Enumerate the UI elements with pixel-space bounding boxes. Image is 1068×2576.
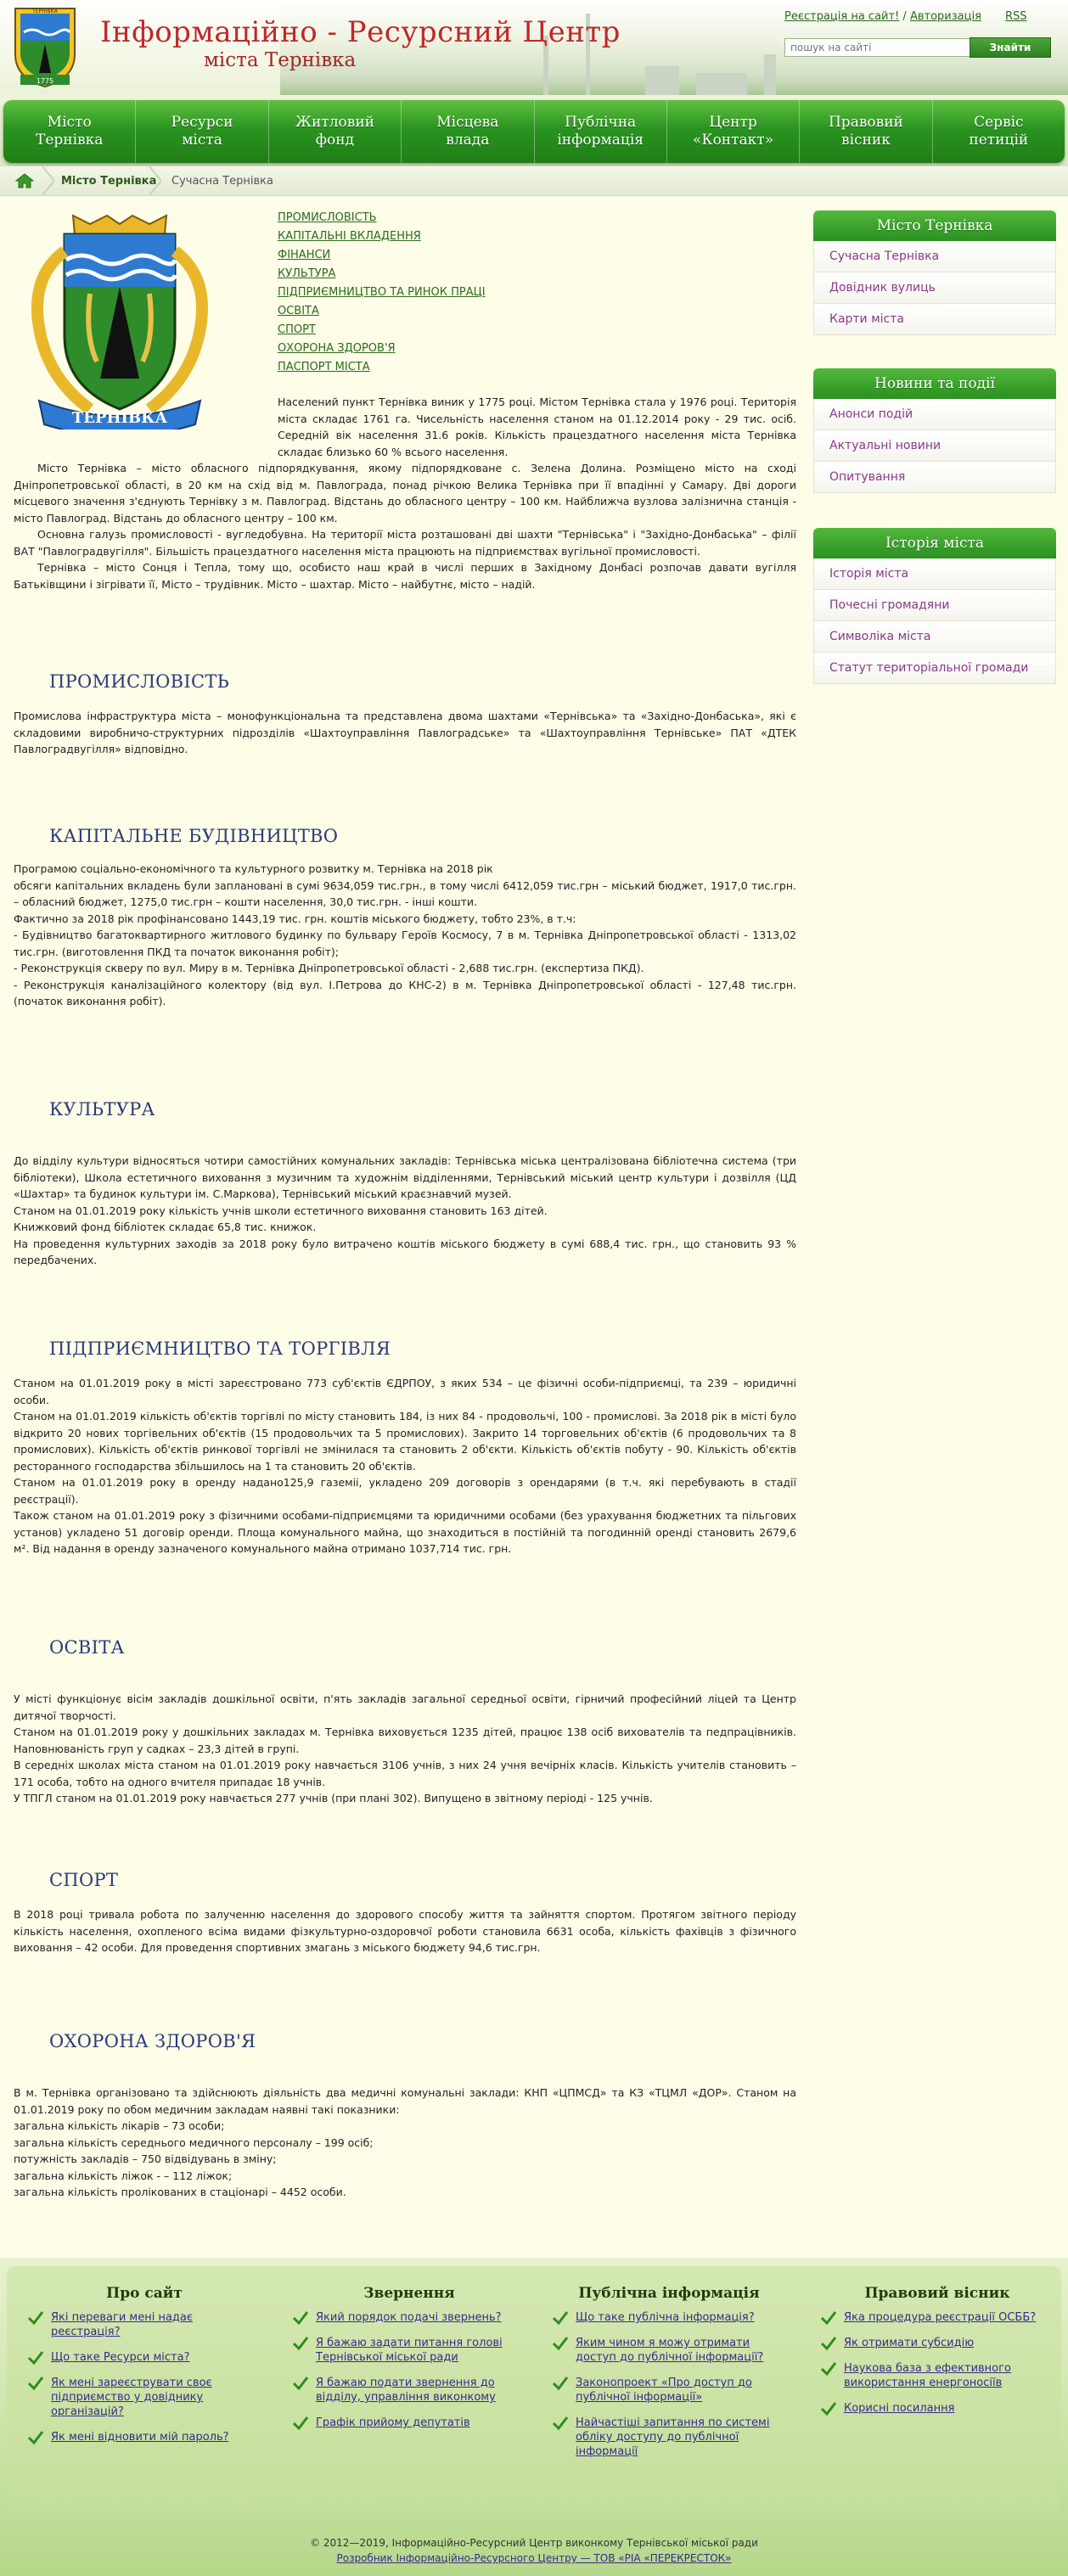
checkmark-icon	[27, 2310, 44, 2326]
section-body-culture	[14, 1153, 796, 1269]
footer-link[interactable]	[292, 2416, 526, 2430]
footer-column-legal	[820, 2285, 1054, 2427]
section-paragraph: Станом на 01.01.2019 року в місті зареєстровано 773 суб'єктів ЄДРПОУ, з яких 534 – це фізичні особи-підприємці, та 239 – юридичні особи.	[14, 1377, 796, 1406]
main-nav	[3, 100, 1065, 163]
sidebar-history	[813, 528, 1056, 684]
footer-link-text: Я бажаю задати питання голові Тернівської міської ради	[316, 2337, 503, 2364]
checkmark-icon	[292, 2376, 309, 2391]
section-paragraph: До відділу культури відносяться чотири самостійних комунальних закладів: Тернівська міська централізована бібліотечна система (три бібліотеки), Школа естетичного виховання з музичним та художнім відділеннями, Тернівський міський центр культури і дозвілля (ЦД «Шахтар» та будинок культури ім. С.Маркова), Тернівський міський краєзнавчий музей.	[14, 1154, 796, 1200]
toc-link-health[interactable]: ОХОРОНА ЗДОРОВ'Я	[278, 342, 396, 355]
nav-item-resources[interactable]: Ресурси міста	[136, 100, 268, 163]
footer-link[interactable]	[27, 2376, 261, 2419]
section-paragraph: На проведення культурних заходів за 2018 року було витрачено коштів міського бюджету в сумі 688,4 тис. грн., що становить 93 % передбачених.	[14, 1237, 796, 1266]
checkmark-icon	[552, 2376, 569, 2391]
login-link[interactable]: Авторизація	[909, 10, 981, 23]
section-paragraph: загальна кількість середнього медичного персоналу – 199 осіб;	[14, 2135, 374, 2149]
footer-link[interactable]	[552, 2336, 786, 2365]
footer-link-text: Найчастіші запитання по системі обліку доступу до публічної інформації	[576, 2416, 770, 2458]
footer-link[interactable]	[292, 2336, 526, 2365]
toc-link-capital-investments[interactable]: КАПІТАЛЬНІ ВКЛАДЕННЯ	[278, 230, 421, 243]
sidebar-item-streets[interactable]: Довідник вулиць	[813, 272, 1056, 304]
svg-text:ТЕРНІВКА: ТЕРНІВКА	[32, 8, 58, 14]
footer-link-text: Графік прийому депутатів	[316, 2416, 470, 2429]
footer-column-title: Правовий вісник	[864, 2285, 1010, 2302]
building	[764, 54, 776, 95]
section-body-education	[14, 1691, 796, 1807]
checkmark-icon	[292, 2416, 309, 2431]
section-title-culture: КУЛЬТУРА	[49, 1099, 155, 1120]
toc-link-finance[interactable]: ФІНАНСИ	[278, 249, 331, 261]
sidebar-item-honorary-citizens[interactable]: Почесні громадяни	[813, 590, 1056, 621]
section-paragraph: Також станом на 01.01.2019 року з фізичними особами-підприємцями та юридичними особами (без урахування бюджетних та пільгових установ) укладено 51 договір оренди. Площа комунального майна, що знаходиться в постійній та погодинній оренді становить 2679,6 м². Від надання в оренду зазначеного комунального майна отримано 1037,714 тис. грн.	[14, 1509, 796, 1555]
toc-link-culture[interactable]: КУЛЬТУРА	[278, 267, 336, 280]
footer-link[interactable]	[292, 2310, 526, 2325]
sidebar-item-modern-ternivka[interactable]: Сучасна Тернівка	[813, 241, 1056, 272]
footer-link-text: Яка процедура реєстрації ОСББ?	[844, 2311, 1037, 2324]
footer-link[interactable]	[27, 2430, 261, 2444]
footer-link-text: Законопроект «Про доступ до публічної інформації»	[576, 2377, 752, 2404]
section-paragraph: У ТПГЛ станом на 01.01.2019 року навчається 277 учнів (при плані 302). Випущено в звітному періоді - 125 учнів.	[14, 1792, 653, 1804]
footer-link[interactable]	[820, 2361, 1054, 2390]
checkmark-icon	[820, 2401, 837, 2416]
section-paragraph: Фактично за 2018 рік профінансовано 1443,19 тис. грн. коштів міського бюджету, тобто 23%, в т.ч:	[14, 912, 576, 925]
toc-link-business[interactable]: ПІДПРИЄМНИЦТВО ТА РИНОК ПРАЦІ	[278, 286, 486, 299]
footer-link-text: Я бажаю подати звернення до відділу, управління виконкому	[316, 2377, 496, 2404]
section-body-construction	[14, 861, 796, 1010]
footer-link[interactable]	[820, 2310, 1054, 2325]
home-icon[interactable]	[15, 173, 34, 188]
nav-item-public-info[interactable]: Публічна інформація	[535, 100, 667, 163]
section-title-construction: КАПІТАЛЬНЕ БУДІВНИЦТВО	[49, 826, 339, 846]
sidebar-item-polls[interactable]: Опитування	[813, 462, 1056, 493]
section-body-business	[14, 1375, 796, 1557]
building	[696, 73, 747, 95]
footer-column-about	[27, 2285, 261, 2455]
section-title-sport: СПОРТ	[49, 1870, 119, 1890]
breadcrumb-separator-icon	[149, 166, 161, 195]
section-paragraph: Станом на 01.01.2019 року в оренду надано125,9 газеміі, укладено 209 договорів з орендарями (в т.ч. які перебувають в стадії реєстрації).	[14, 1476, 796, 1506]
section-paragraph: загальна кількість ліжок - – 112 ліжок;	[14, 2169, 233, 2182]
footer-link[interactable]	[552, 2376, 786, 2405]
footer-link-text: Який порядок подачі звернень?	[316, 2311, 502, 2324]
footer-link[interactable]	[820, 2336, 1054, 2350]
footer-link-text: Наукова база з ефективного використання енергоносіїв	[844, 2362, 1011, 2389]
sidebar-news	[813, 368, 1056, 493]
auth-links	[784, 10, 981, 23]
toc-link-industry[interactable]: ПРОМИСЛОВІСТЬ	[278, 211, 377, 224]
section-paragraph: В середніх школах міста станом на 01.01.2019 року навчається 3106 учнів, з них 24 учня вечірніх класів. Кількість учителів становить – 171 особа, тобто на одного вчителя припадає 18 учнів.	[14, 1759, 796, 1788]
footer-link-text: Що таке публічна інформація?	[576, 2311, 755, 2324]
breadcrumb-level1[interactable]: Місто Тернівка	[61, 175, 157, 188]
intro-paragraph: Населений пункт Тернівка виник у 1775 році. Містом Тернівка стала у 1976 році. Територія міста складає 1761 га. Чисельність населення станом на 01.12.2014 року - 29 тис. осіб. Середній вік населення 31.6 років. Кількість працездатного населення міста Тернівка складає близько 60 % всього населення.	[278, 396, 796, 458]
section-paragraph: - Будівництво багатоквартирного житлового будинку по бульвару Героїв Космосу, 7 в м. Тернівка Дніпропетровської області - 1313,02 тис.грн. (виготовлення ПКД та початок виконання робіт);	[14, 929, 796, 958]
developer-link[interactable]: Розробник Інформаційно-Ресурсного Центру — ТОВ «РІА «ПЕРЕКРЕСТОК»	[336, 2552, 732, 2564]
sidebar-item-symbols[interactable]: Символіка міста	[813, 621, 1056, 653]
breadcrumb-separator-icon	[42, 166, 54, 195]
section-paragraph: Книжковий фонд бібліотек складає 65,8 тис. книжок.	[14, 1221, 317, 1233]
sidebar-item-charter[interactable]: Статут територіальної громади	[813, 653, 1056, 684]
sidebar-item-news[interactable]: Актуальні новини	[813, 430, 1056, 462]
svg-text:1775: 1775	[36, 77, 54, 85]
footer-column-title: Публічна інформація	[578, 2285, 760, 2302]
checkmark-icon	[552, 2310, 569, 2326]
nav-item-legal-bulletin[interactable]: Правовий вісник	[800, 100, 932, 163]
building	[645, 66, 679, 95]
section-paragraph: загальна кількість пролікованих в стаціонарі – 4452 особи.	[14, 2186, 346, 2198]
sidebar-item-history[interactable]: Історія міста	[813, 558, 1056, 590]
toc-link-sport[interactable]: СПОРТ	[278, 323, 316, 336]
sidebar-city	[813, 210, 1056, 335]
footer-link-text: Які переваги мені надає реєстрація?	[51, 2311, 194, 2338]
intro-paragraph: Місто Тернівка – місто обласного підпорядкування, якому підпорядковане с. Зелена Долина. Розміщено місто на сході Дніпропетровської області, в 20 км на схід від м. Павлограда, понад річкою Велика Тернівка при її впадінні у Самару. Дві дороги місцевого значення з'єднують Тернівку з м. Павлоград. Відстань до обласного центру – 100 км. Найближча вузлова залізнична станція - місто Павлоград. Відстань до обласного центру – 100 км.	[14, 462, 796, 525]
sidebar-heading: Історія міста	[813, 528, 1056, 558]
rss-link[interactable]: RSS	[1005, 10, 1027, 23]
section-title-education: ОСВІТА	[49, 1637, 125, 1658]
checkmark-icon	[27, 2376, 44, 2391]
checkmark-icon	[27, 2350, 44, 2366]
section-paragraph: - Реконструкція скверу по вул. Миру в м. Тернівка Дніпропетровської області - 2,688 тис.грн. (експертиза ПКД).	[14, 962, 644, 974]
section-paragraph: Програмою соціально-економічного та культурного розвитку м. Тернівка на 2018 рік	[14, 862, 493, 875]
footer-column-title: Про сайт	[106, 2285, 183, 2302]
footer-column-appeals	[292, 2285, 526, 2441]
checkmark-icon	[552, 2416, 569, 2431]
toc-link-city-passport[interactable]: ПАСПОРТ МІСТА	[278, 361, 370, 373]
sidebar-item-announcements[interactable]: Анонси подій	[813, 399, 1056, 430]
section-paragraph: В м. Тернівка організовано та здійснюють діяльність два медичні комунальні заклади: КНП «ЦПМСД» та КЗ «ТЦМЛ «ДОР». Станом на 01.01.2019 року по обом медичним закладам наявні такі показники:	[14, 2086, 796, 2116]
checkmark-icon	[292, 2310, 309, 2326]
footer-link-text: Корисні посилання	[844, 2402, 955, 2415]
footer-link-text: Яким чином я можу отримати доступ до публічної інформації?	[576, 2337, 764, 2364]
footer-link[interactable]	[27, 2350, 261, 2365]
section-title-health: ОХОРОНА ЗДОРОВ'Я	[49, 2031, 256, 2051]
svg-text:ТЕРНІВКА: ТЕРНІВКА	[71, 409, 168, 427]
site-subtitle: міста Тернівка	[204, 49, 357, 71]
checkmark-icon	[292, 2336, 309, 2351]
register-link[interactable]: Реєстрація на сайт!	[784, 10, 900, 23]
footer-panel	[7, 2266, 1061, 2512]
section-paragraph: - Реконструкція каналізаційного колектору (від вул. І.Петрова до КНС-2) в м. Тернівка Дніпропетровської області - 127,48 тис.грн. (початок виконання робіт).	[14, 978, 796, 1007]
footer-link[interactable]	[820, 2401, 1054, 2416]
section-paragraph: У місті функціонує вісім закладів дошкільної освіти, п'ять закладів загальної середньої освіти, гірничий професійний ліцей та Центр дитячої творчості.	[14, 1692, 796, 1722]
site-header	[0, 0, 1068, 95]
checkmark-icon	[27, 2430, 44, 2445]
intro-paragraph: Тернівка – місто Сонця і Тепла, тому що, особисто наш край в числі перших в Західному Донбасі розпочав давати вугілля Батьківщини і зігрівати її, Місто – трудівник. Місто – шахтар. Місто – найбутнє, місто – надій.	[14, 561, 796, 591]
footer-link-text: Що таке Ресурси міста?	[51, 2351, 190, 2364]
auth-separator: /	[902, 10, 907, 23]
checkmark-icon	[820, 2310, 837, 2326]
nav-item-city[interactable]: Місто Тернівка	[3, 100, 136, 163]
section-body-sport	[14, 1906, 796, 1956]
intro-text	[14, 394, 796, 592]
section-paragraph: Станом на 01.01.2019 року кількість учнів школи естетичного виховання становить 163 дітей.	[14, 1204, 548, 1217]
nav-item-local-government[interactable]: Місцева влада	[402, 100, 534, 163]
copyright: © 2012—2019, Інформаційно-Ресурсний Центр виконкому Тернівської міської ради	[310, 2537, 758, 2549]
sidebar-item-maps[interactable]: Карти міста	[813, 304, 1056, 335]
intro-paragraph: Основна галузь промисловості - вугледобувна. На території міста розташовані дві шахти "Тернівська" і "Західно-Донбаська" – філії ВАТ "Павлоградвугілля". Більшість працездатного населення міста працюють на підприємствах вугільної промисловості.	[14, 528, 796, 558]
footer-link[interactable]	[552, 2416, 786, 2459]
toc-link-education[interactable]: ОСВІТА	[278, 305, 319, 317]
footer-column-title: Звернення	[363, 2285, 455, 2302]
search-button[interactable]: Знайти	[970, 37, 1051, 58]
footer-link-text: Як мені відновити мій пароль?	[51, 2431, 229, 2444]
search-input[interactable]	[784, 38, 973, 57]
footer-link-text: Як мені зареєструвати своє підприємство у довіднику організацій?	[51, 2377, 212, 2418]
nav-item-housing[interactable]: Житловий фонд	[269, 100, 402, 163]
site-footer	[0, 2258, 1068, 2576]
breadcrumb	[0, 166, 1068, 196]
checkmark-icon	[820, 2336, 837, 2351]
section-paragraph: потужність закладів – 750 відвідувань в зміну;	[14, 2152, 277, 2165]
checkmark-icon	[820, 2361, 837, 2377]
site-title: Інформаційно - Ресурсний Центр	[100, 15, 621, 49]
section-contents	[278, 209, 486, 377]
section-paragraph: обсяги капітальних вкладень були заплановані в сумі 9634,059 тис.грн., в тому числі 6412,059 тис.грн – міський бюджет, 1917,0 тис.грн. – обласний бюджет, 1275,0 тис.грн – кошти населення, 30,0 тис.грн. - інші кошти.	[14, 878, 796, 908]
section-title-industry: ПРОМИСЛОВІСТЬ	[49, 671, 230, 692]
section-paragraph: В 2018 році тривала робота по залученню населення до здорового способу життя та зайняття спортом. Протягом звітного періоду кількість населення, охопленого всіма видами фізкультурно-оздоровчої роботи становила 6631 особа, кількість фахівців з фізичного виховання – 42 особи. Для проведення спортивних змагань з міського бюджету 94,6 тис.грн.	[14, 1908, 796, 1954]
footer-link[interactable]	[292, 2376, 526, 2405]
section-paragraph: загальна кількість лікарів – 73 особи;	[14, 2119, 225, 2132]
sidebar-heading: Новини та події	[813, 368, 1056, 399]
section-body-industry	[14, 708, 796, 758]
city-logo[interactable]	[12, 5, 78, 88]
section-paragraph: Промислова інфраструктура міста – монофункціональна та представлена двома шахтами «Тернівська» та «Західно-Донбаська», які є складовими виробничо-структурних підрозділів «Шахтоуправління Павлоградське» та «Шахтоуправління Тернівське» ПАТ «ДТЕК Павлоградвугілля» відповідно.	[14, 710, 796, 755]
checkmark-icon	[552, 2336, 569, 2351]
section-title-business: ПІДПРИЄМНИЦТВО ТА ТОРГІВЛЯ	[49, 1339, 391, 1359]
footer-link[interactable]	[27, 2310, 261, 2339]
footer-column-public-info	[552, 2285, 786, 2470]
nav-item-contact-center[interactable]: Центр «Контакт»	[667, 100, 800, 163]
footer-link-text: Як отримати субсидію	[844, 2337, 975, 2349]
breadcrumb-current: Сучасна Тернівка	[171, 175, 273, 188]
nav-item-petitions[interactable]: Сервіс петицій	[969, 114, 1029, 149]
sidebar-heading: Місто Тернівка	[813, 210, 1056, 241]
section-body-health	[14, 2085, 796, 2201]
section-paragraph: Станом на 01.01.2019 кількість об'єктів торгівлі по місту становить 184, із них 84 - продовольчі, 100 - промислові. За 2018 рік в місті було відкрито 20 нових торгівельних об'єктів (15 продовольчих та 5 промислових). Закрито 14 торговельних об'єктів (6 продовольчих та 8 промислових). Кількість об'єктів ринкової торгівлі не змінилася та становить 2 об'єкти. Кількість об'єктів побуту - 90. Кількість об'єктів ресторанного господарства збільшилось на 1 та становить 20 об'єктів.	[14, 1410, 796, 1473]
section-paragraph: Станом на 01.01.2019 року у дошкільних закладах м. Тернівка виховується 1235 дітей, працює 138 осіб вихователів та педпрацівників. Наповнюваність груп у садках – 23,3 дітей в групі.	[14, 1726, 796, 1755]
footer-link[interactable]	[552, 2310, 786, 2325]
